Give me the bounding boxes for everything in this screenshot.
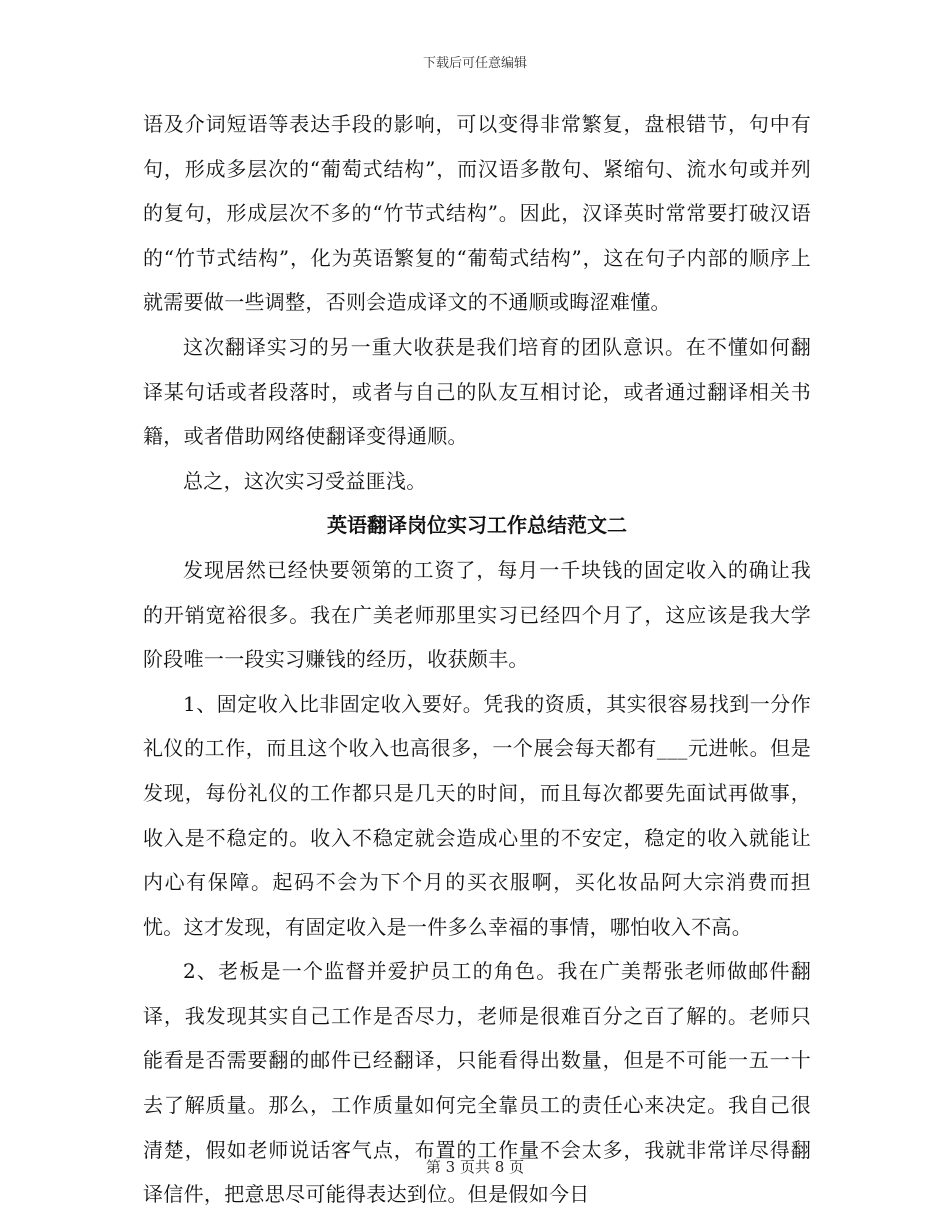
paragraph-conclusion: 总之，这次实习受益匪浅。 — [183, 468, 427, 493]
section-title: 英语翻译岗位实习工作总结范文二 — [327, 513, 627, 538]
paragraph-point-2: 2、老板是一个监督并爱护员工的角色。我在广美帮张老师做邮件翻译，我发现其实自己工作是否尽力，老师是很难百分之百了解的。老师只能看是否需要翻的邮件已经翻译，只能看得出数量，但是不可能一五一十去了解质量。那么，工作质量如何完全靠员工的责任心来决定。我自己很清楚，假如老师说话客气点，布置的工作量不会太多，我就非常详尽得翻译信件，把意思尽可能得表达到位。但是假如今日 — [143, 959, 811, 1207]
paragraph-intro: 发现居然已经快要领第的工资了，每月一千块钱的固定收入的确让我的开销宽裕很多。我在广美老师那里实习已经四个月了，这应该是我大学阶段唯一一段实习赚钱的经历，收获颇丰。 — [143, 557, 811, 672]
paragraph-continuation: 语及介词短语等表达手段的影响，可以变得非常繁复，盘根错节，句中有句，形成多层次的“葡萄式结构”，而汉语多散句、紧缩句、流水句或并列的复句，形成层次不多的“竹节式结构”。因此，汉译英时常常要打破汉语的“竹节式结构”，化为英语繁复的“葡萄式结构”，这在句子内部的顺序上就需要做一些调整，否则会造成译文的不通顺或晦涩难懂。 — [143, 112, 811, 315]
document-body — [143, 102, 811, 1217]
page-header: 下载后可任意编辑 — [422, 56, 527, 71]
paragraph-point-1: 1、固定收入比非固定收入要好。凭我的资质，其实很容易找到一分作礼仪的工作，而且这个收入也高很多，一个展会每天都有___元进帐。但是发现，每份礼仪的工作都只是几天的时间，而且每次都要先面试再做事，收入是不稳定的。收入不稳定就会造成心里的不安定，稳定的收入就能让内心有保障。起码不会为下个月的买衣服啊，买化妆品阿大宗消费而担忧。这才发现，有固定收入是一件多么幸福的事情，哪怕收入不高。 — [143, 691, 811, 939]
paragraph-teamwork: 这次翻译实习的另一重大收获是我们培育的团队意识。在不懂如何翻译某句话或者段落时，或者与自己的队友互相讨论，或者通过翻译相关书籍，或者借助网络使翻译变得通顺。 — [143, 334, 811, 449]
page-footer: 第 3 页共 8 页 — [425, 1158, 525, 1176]
